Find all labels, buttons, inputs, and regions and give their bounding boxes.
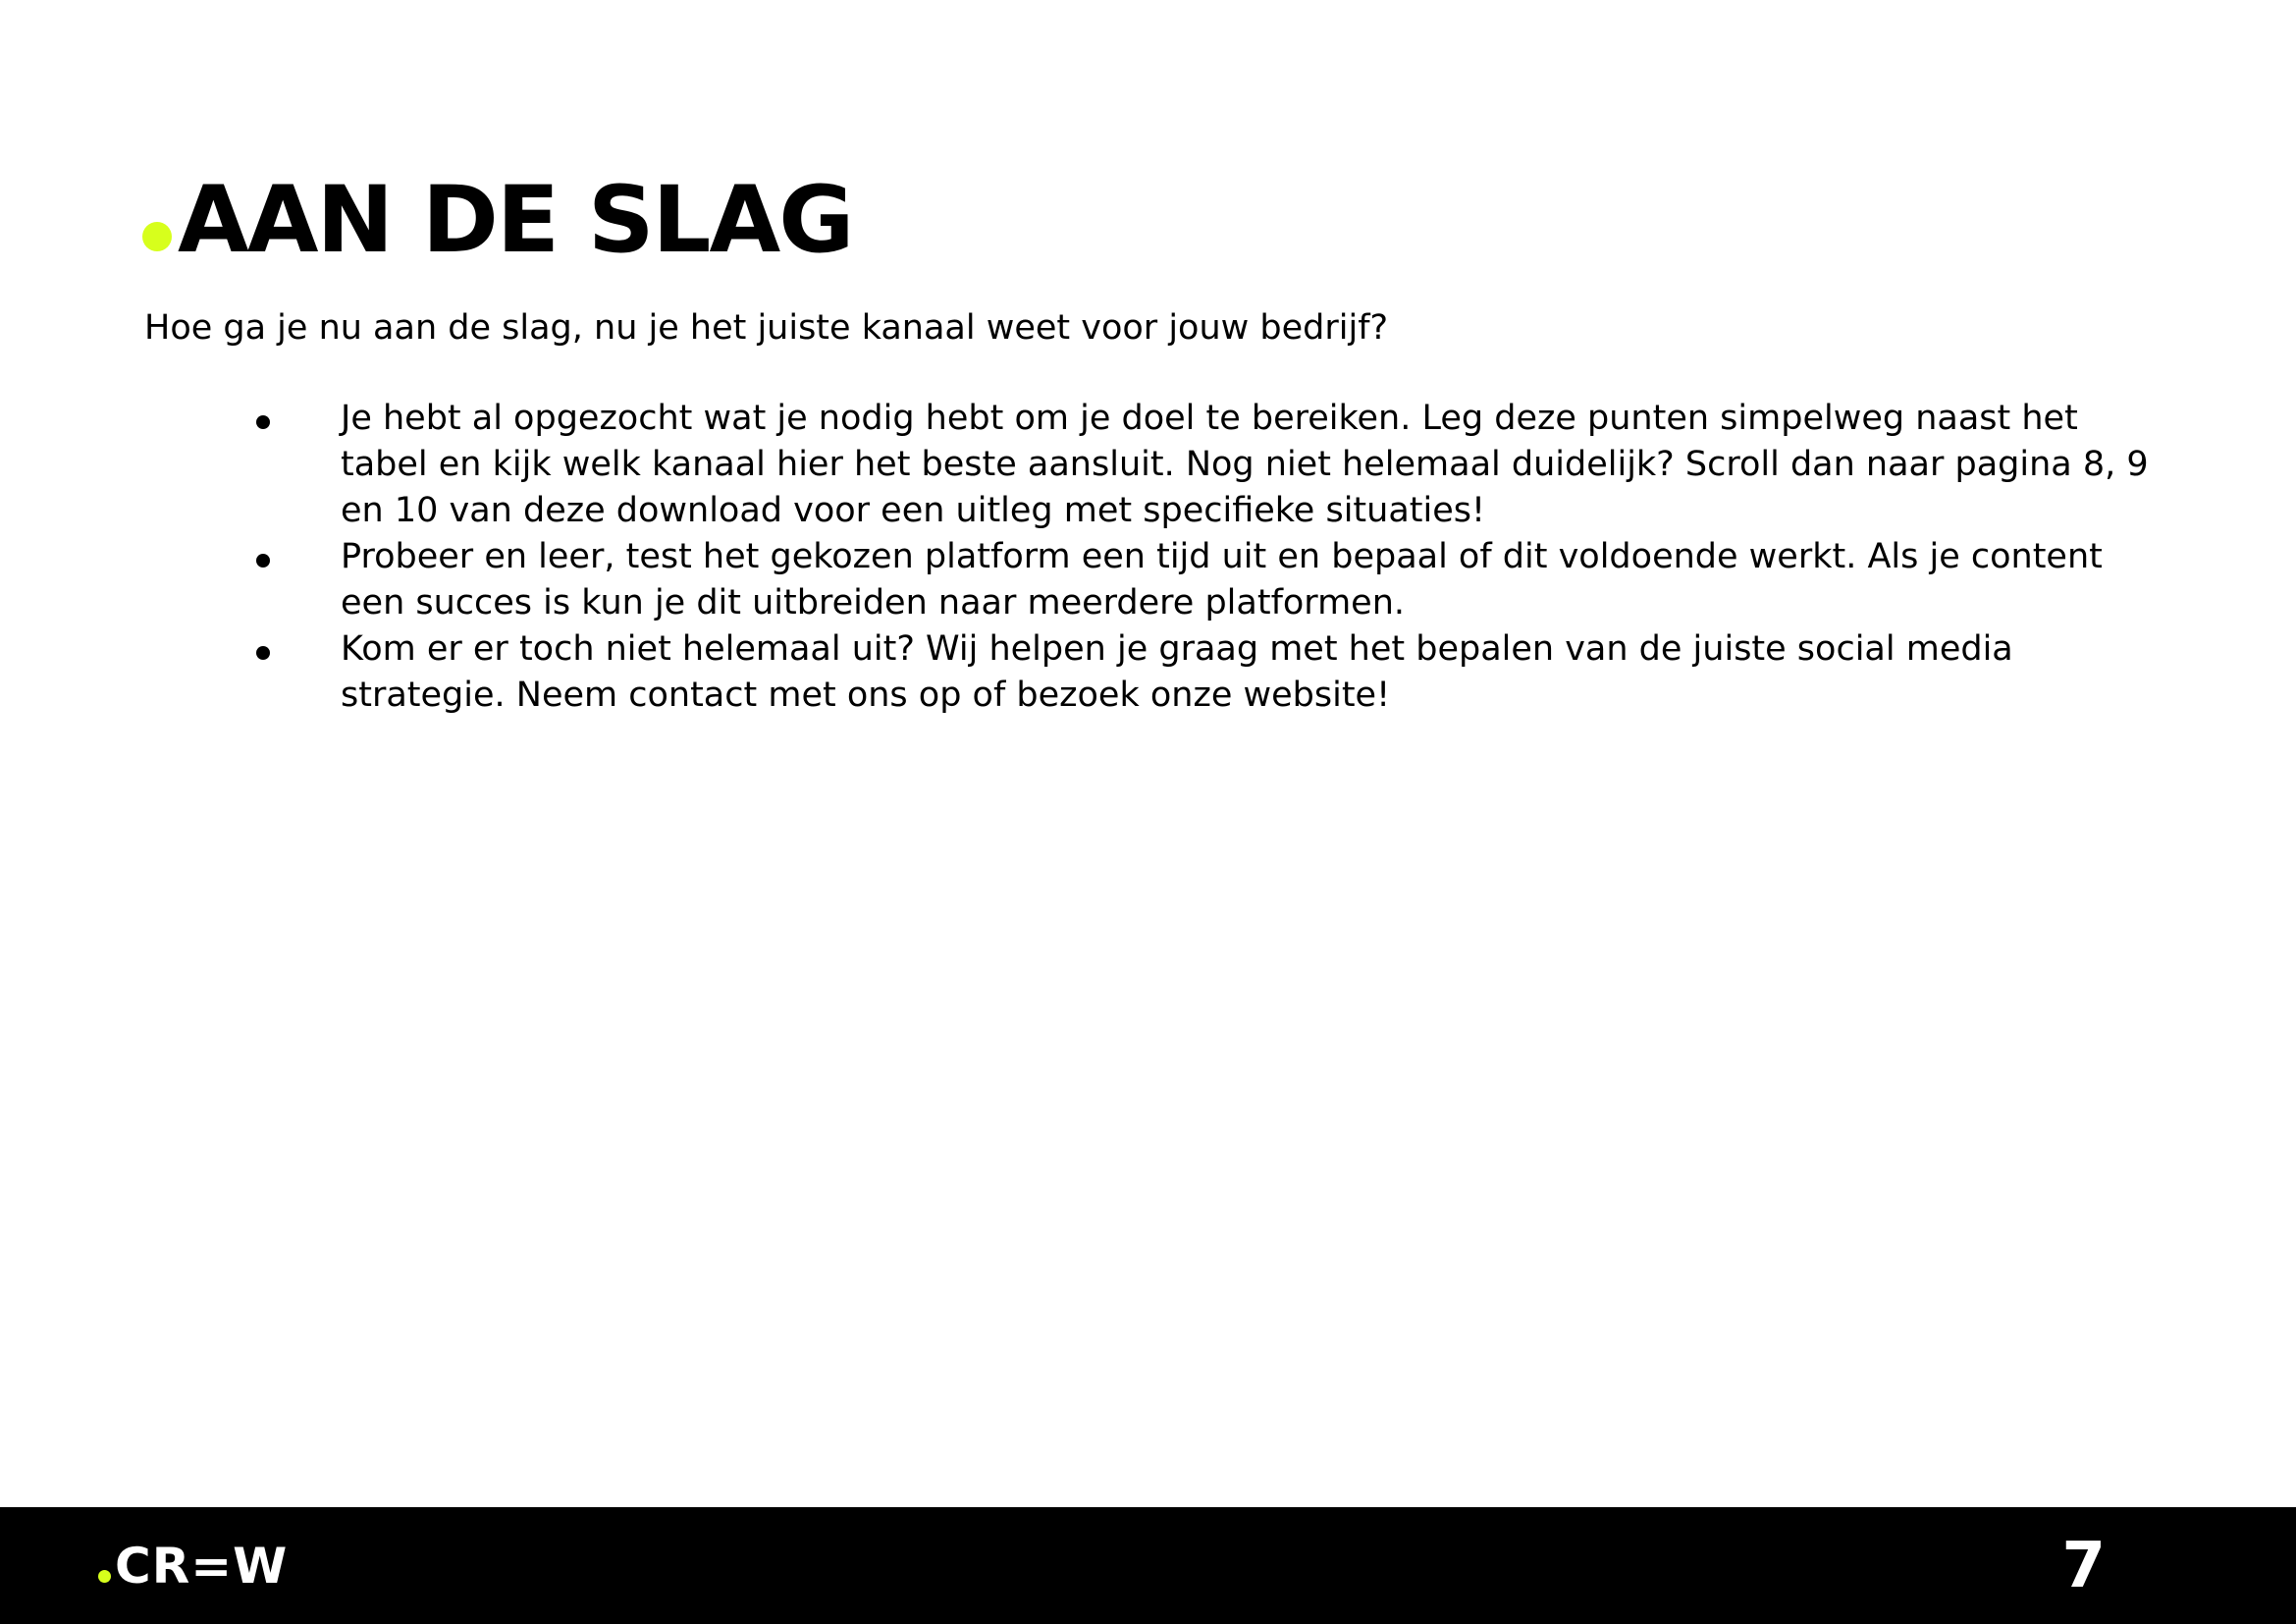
bullet-icon [256, 554, 270, 568]
bullet-list [255, 396, 2164, 719]
list-item [255, 396, 2164, 534]
list-item-text: Kom er er toch niet helemaal uit? Wij helpen je graag met het bepalen van de juiste social media strategie. Neem contact met ons op of bezoek onze website! [341, 629, 2013, 715]
footer-bar [0, 1507, 2296, 1624]
bullet-icon [256, 415, 270, 429]
list-item-text: Probeer en leer, test het gekozen platform een tijd uit en bepaal of dit voldoende werkt. Als je content een succes is kun je dit uitbreiden naar meerdere platformen. [341, 537, 2103, 623]
page-title [142, 167, 852, 275]
list-item-text: Je hebt al opgezocht wat je nodig hebt om je doel te bereiken. Leg deze punten simpelweg naast het tabel en kijk welk kanaal hier het beste aansluit. Nog niet helemaal duidelijk? Scroll dan naar pagina 8, 9 en 10 van deze download voor een uitleg met specifieke situaties! [341, 399, 2149, 530]
list-item [255, 626, 2164, 719]
title-accent-dot [142, 222, 172, 251]
bullet-icon [256, 646, 270, 660]
page-title-text: AAN DE SLAG [178, 167, 853, 274]
page-number: 7 [2061, 1530, 2106, 1602]
logo-accent-dot [98, 1570, 111, 1583]
logo-text: CR=W [115, 1538, 289, 1595]
list-item [255, 534, 2164, 626]
crew-logo [98, 1537, 288, 1596]
intro-text: Hoe ga je nu aan de slag, nu je het juiste kanaal weet voor jouw bedrijf? [144, 308, 1389, 348]
